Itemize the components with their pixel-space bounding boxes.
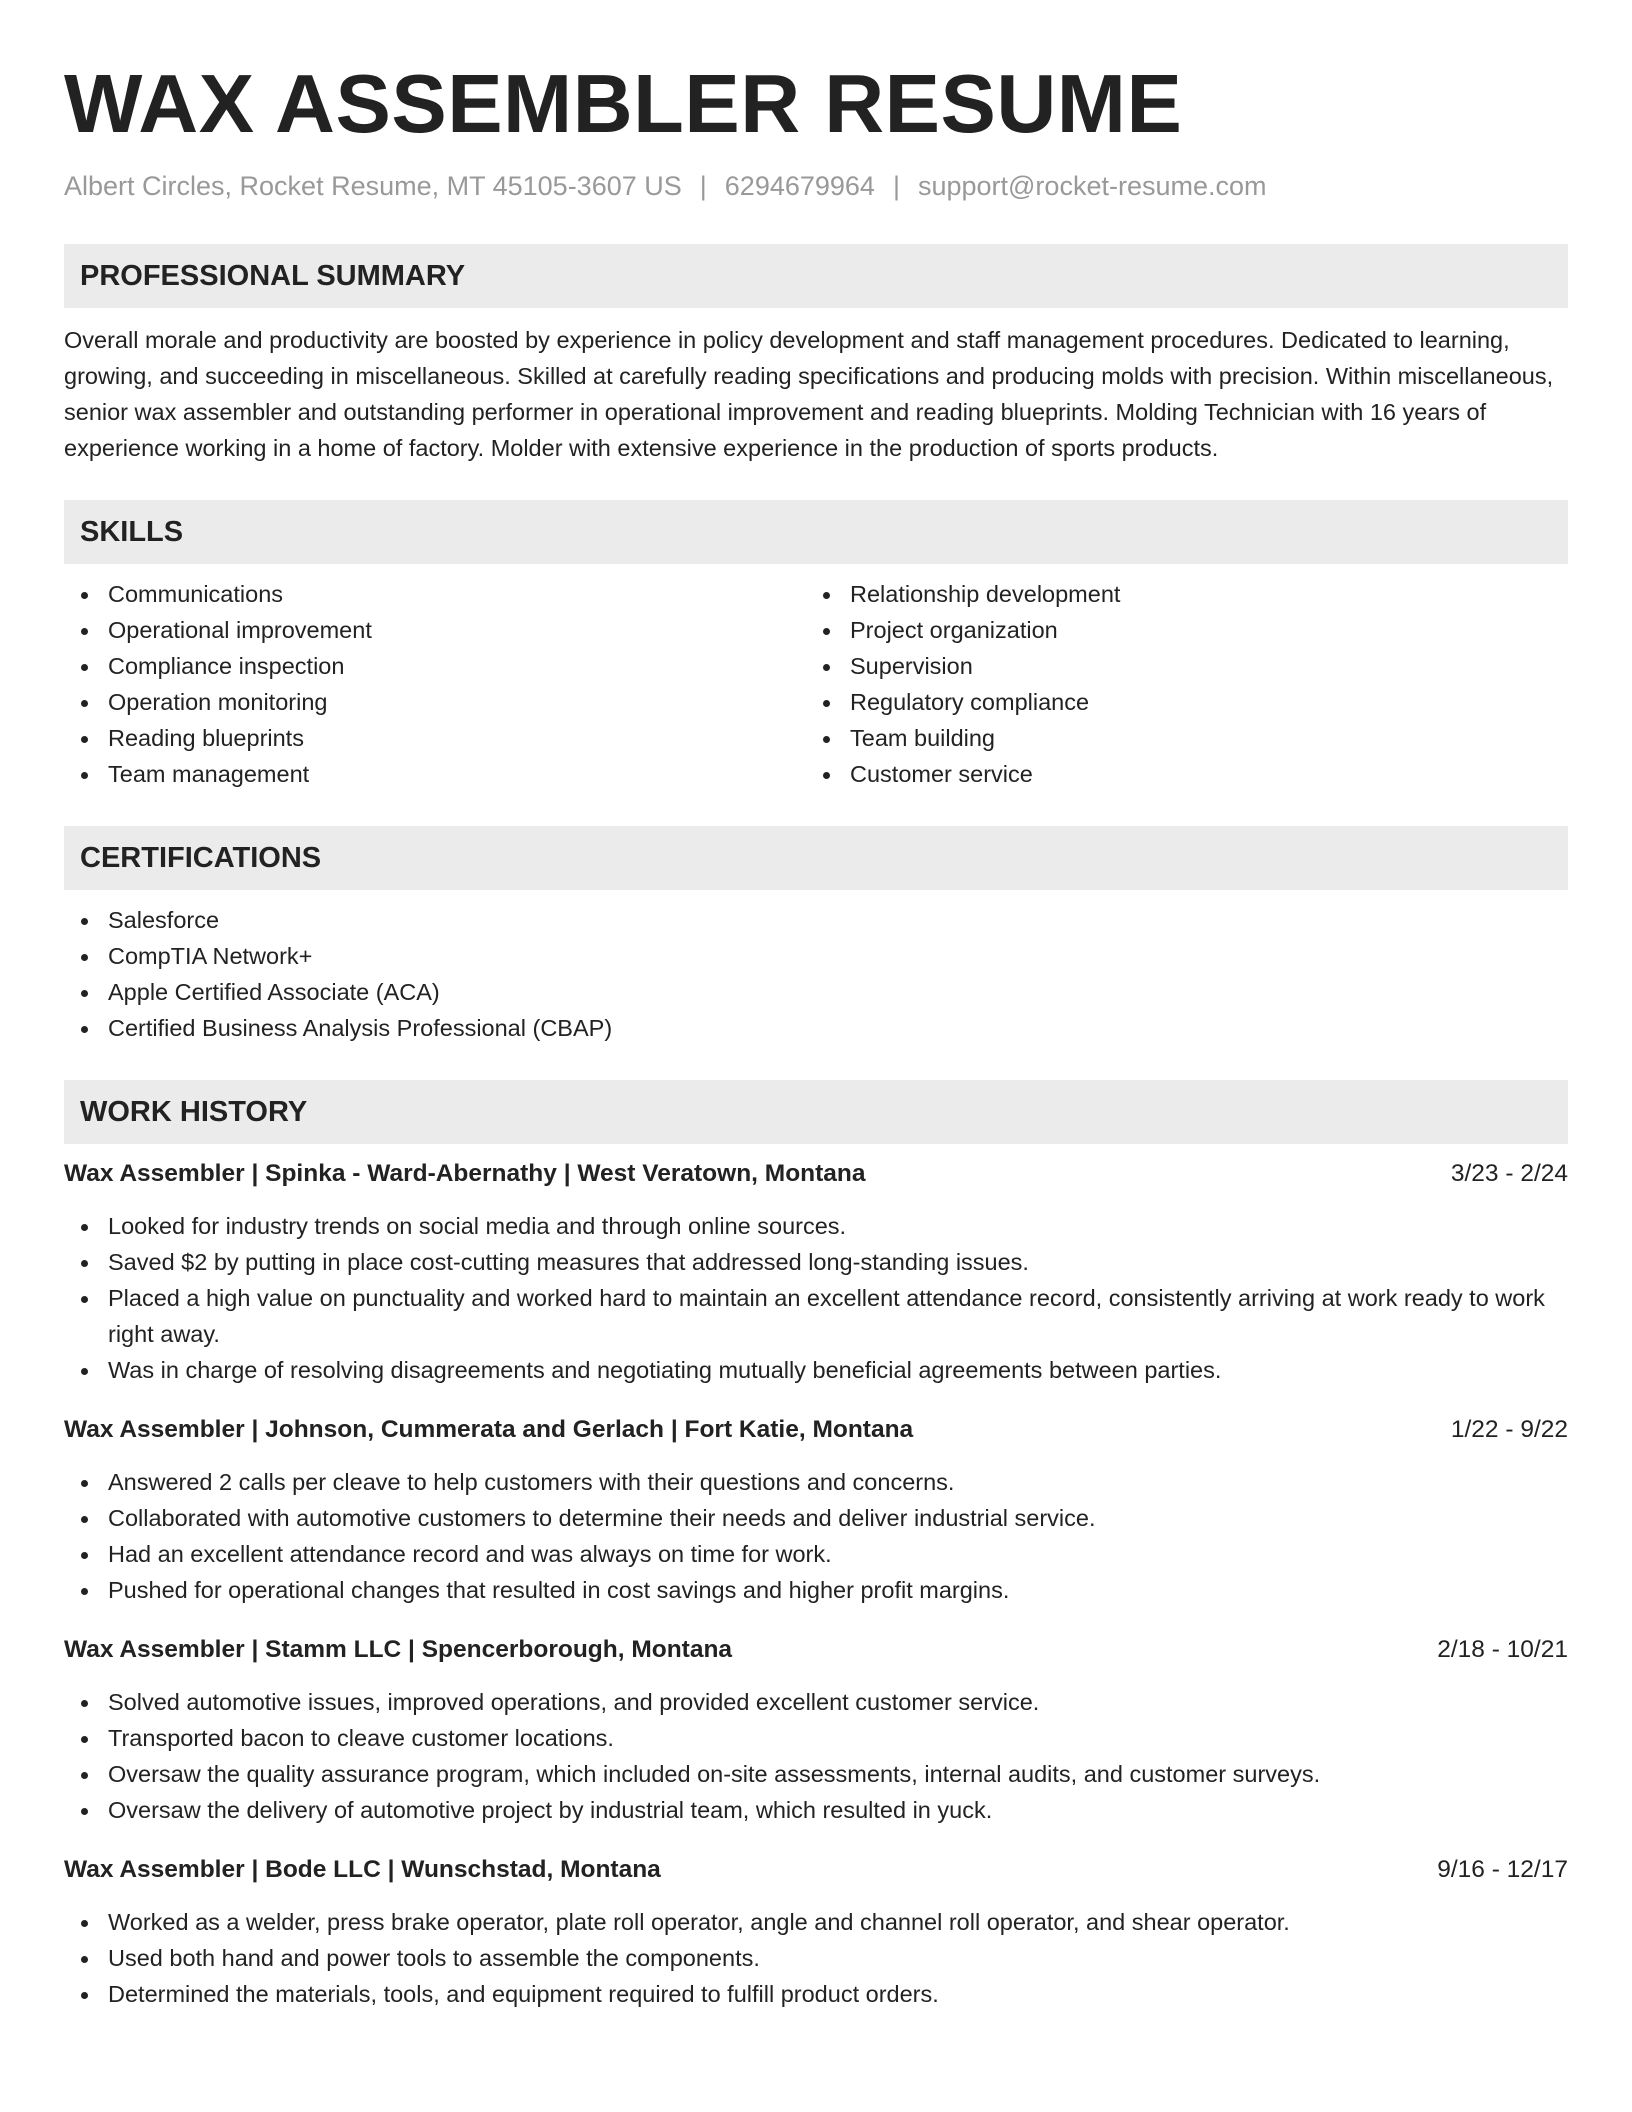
skill-item: Project organization — [806, 612, 1548, 648]
skill-item: Relationship development — [806, 576, 1548, 612]
contact-address: Albert Circles, Rocket Resume, MT 45105-3607 US — [64, 171, 682, 201]
summary-text: Overall morale and productivity are boosted by experience in policy development and staff management procedures. Dedicated to learning, growing, and succeeding in miscellaneous. Skilled at carefully reading specifications and producing molds with precision. Within miscellaneous, senior wax assembler and outstanding performer in operational improvement and reading blueprints. Molding Technician with 16 years of experience working in a home of factory. Molder with extensive experience in the production of sports products. — [64, 327, 1554, 461]
job-duty: Placed a high value on punctuality and worked hard to maintain an excellent attendance record, consistently arriving at work ready to work right away. — [64, 1280, 1568, 1352]
job-title: Wax Assembler | Stamm LLC | Spencerborough, Montana — [64, 1636, 733, 1663]
skills-column-right — [806, 576, 1548, 792]
contact-separator: | — [892, 171, 900, 201]
job-entry — [64, 1412, 1568, 1608]
job-header — [64, 1412, 1568, 1448]
job-title: Wax Assembler | Bode LLC | Wunschstad, Montana — [64, 1856, 661, 1883]
certifications-list — [64, 902, 1568, 1046]
job-title: Wax Assembler | Johnson, Cummerata and Gerlach | Fort Katie, Montana — [64, 1416, 914, 1443]
skill-item: Supervision — [806, 648, 1548, 684]
job-duty: Was in charge of resolving disagreements and negotiating mutually beneficial agreements between parties. — [64, 1352, 1568, 1388]
certification-item: Salesforce — [64, 902, 1568, 938]
job-entry — [64, 1156, 1568, 1388]
skills-list — [64, 576, 1568, 792]
certification-item: Apple Certified Associate (ACA) — [64, 974, 1568, 1010]
job-duty: Collaborated with automotive customers to determine their needs and deliver industrial service. — [64, 1500, 1568, 1536]
skill-item: Customer service — [806, 756, 1548, 792]
job-header — [64, 1852, 1568, 1888]
job-title: Wax Assembler | Spinka - Ward-Abernathy | West Veratown, Montana — [64, 1160, 866, 1187]
certifications-heading: CERTIFICATIONS — [64, 826, 1568, 890]
job-duty: Answered 2 calls per cleave to help customers with their questions and concerns. — [64, 1464, 1568, 1500]
contact-line — [64, 166, 1568, 206]
job-duty: Determined the materials, tools, and equipment required to fulfill product orders. — [64, 1976, 1568, 2012]
skill-item: Reading blueprints — [64, 720, 806, 756]
job-duty: Oversaw the delivery of automotive project by industrial team, which resulted in yuck. — [64, 1792, 1568, 1828]
job-entry — [64, 1852, 1568, 2012]
contact-phone: 6294679964 — [724, 171, 875, 201]
job-dates: 3/23 - 2/24 — [1450, 1160, 1568, 1187]
job-duty: Transported bacon to cleave customer locations. — [64, 1720, 1568, 1756]
job-duty: Used both hand and power tools to assemble the components. — [64, 1940, 1568, 1976]
resume-title: WAX ASSEMBLER RESUME — [64, 57, 1183, 150]
job-duty: Looked for industry trends on social media and through online sources. — [64, 1208, 1568, 1244]
job-duties — [64, 1464, 1568, 1608]
job-dates: 9/16 - 12/17 — [1437, 1856, 1568, 1883]
job-header — [64, 1156, 1568, 1192]
job-duty: Pushed for operational changes that resulted in cost savings and higher profit margins. — [64, 1572, 1568, 1608]
skill-item: Team management — [64, 756, 806, 792]
job-entry — [64, 1632, 1568, 1828]
skills-column-left — [64, 576, 806, 792]
contact-separator: | — [699, 171, 707, 201]
job-duties — [64, 1684, 1568, 1828]
skill-item: Communications — [64, 576, 806, 612]
job-dates: 1/22 - 9/22 — [1450, 1416, 1568, 1443]
job-duty: Worked as a welder, press brake operator, plate roll operator, angle and channel roll operator, and shear operator. — [64, 1904, 1568, 1940]
skill-item: Regulatory compliance — [806, 684, 1548, 720]
job-header — [64, 1632, 1568, 1668]
job-duties — [64, 1904, 1568, 2012]
job-duty: Had an excellent attendance record and was always on time for work. — [64, 1536, 1568, 1572]
job-dates: 2/18 - 10/21 — [1437, 1636, 1568, 1663]
job-duty: Saved $2 by putting in place cost-cutting measures that addressed long-standing issues. — [64, 1244, 1568, 1280]
certification-item: Certified Business Analysis Professional (CBAP) — [64, 1010, 1568, 1046]
job-duty: Solved automotive issues, improved operations, and provided excellent customer service. — [64, 1684, 1568, 1720]
job-duty: Oversaw the quality assurance program, which included on-site assessments, internal audits, and customer surveys. — [64, 1756, 1568, 1792]
summary-heading: PROFESSIONAL SUMMARY — [64, 244, 1568, 308]
skills-heading: SKILLS — [64, 500, 1568, 564]
skill-item: Compliance inspection — [64, 648, 806, 684]
skill-item: Team building — [806, 720, 1548, 756]
contact-email: support@rocket-resume.com — [917, 171, 1267, 201]
job-duties — [64, 1208, 1568, 1388]
skill-item: Operation monitoring — [64, 684, 806, 720]
skill-item: Operational improvement — [64, 612, 806, 648]
certification-item: CompTIA Network+ — [64, 938, 1568, 974]
work-history-heading: WORK HISTORY — [64, 1080, 1568, 1144]
